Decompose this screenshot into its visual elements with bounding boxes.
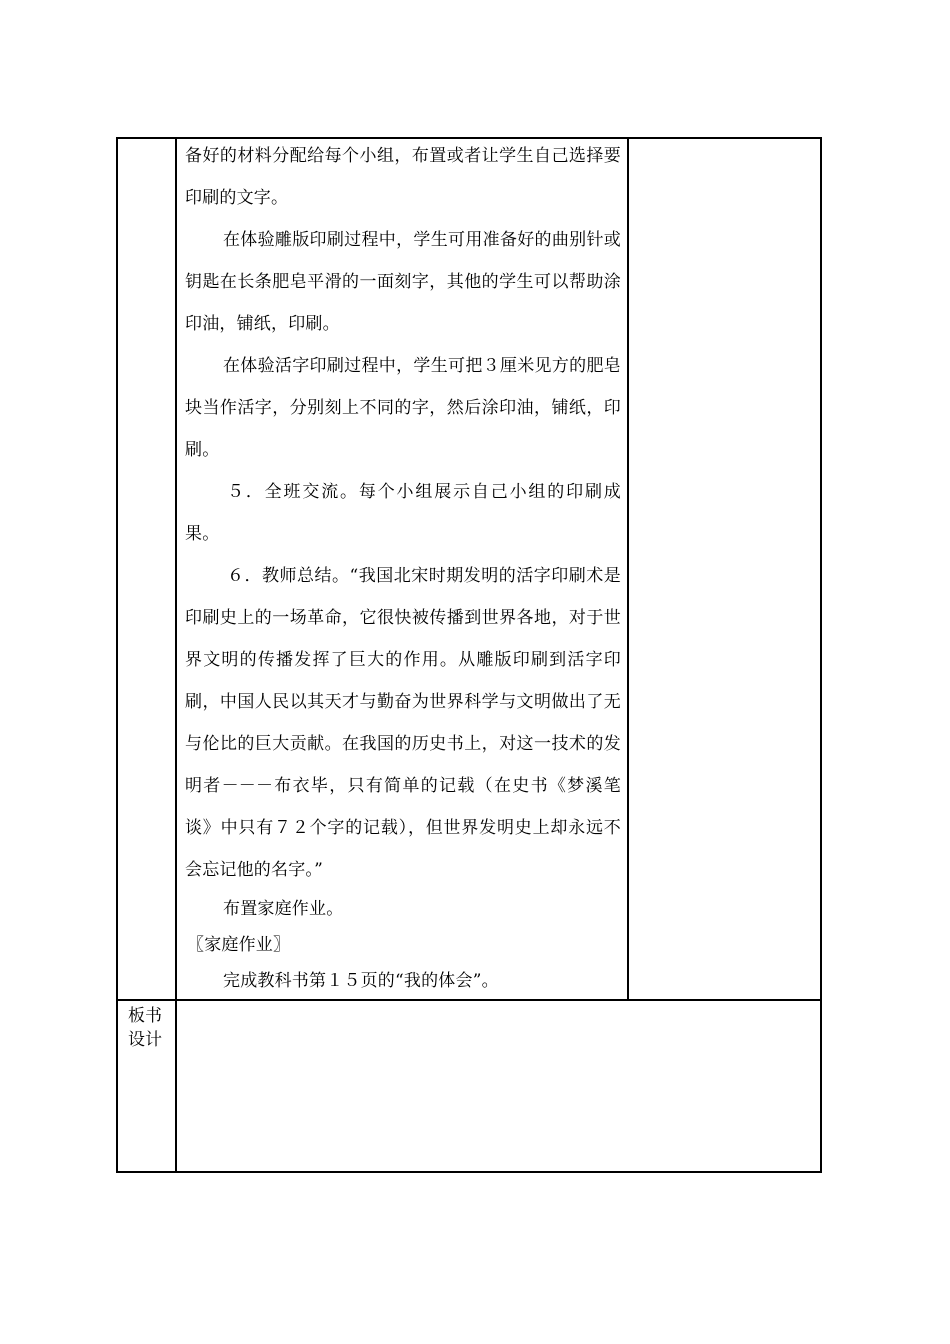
board-design-label-line1: 板书 [128, 1006, 162, 1026]
homework-heading: 〖家庭作业〗 [187, 935, 291, 955]
row-label-cell-empty [117, 138, 176, 1000]
paragraph-woodblock-printing: 在体验雕版印刷过程中，学生可用准备好的曲别针或钥匙在长条肥皂平滑的一面刻字，其他的学生可以帮助涂印油，铺纸，印刷。 [185, 230, 621, 334]
paragraph-assign-homework: 布置家庭作业。 [223, 899, 344, 919]
board-design-content-cell-empty [176, 1000, 821, 1172]
paragraph-teacher-summary: ６．教师总结。“我国北宋时期发明的活字印刷术是印刷史上的一场革命，它很快被传播到世界各地，对于世界文明的传播发挥了巨大的作用。从雕版印刷到活字印刷，中国人民以其天才与勤奋为世界科学与文明做出了无与伦比的巨大贡献。在我国的历史书上，对这一技术的发明者－－－布衣毕，只有简单的记载（在史书《梦溪笔谈》中只有７２个字的记载），但世界发明史上却永远不会忘记他的名字。” [185, 566, 621, 880]
paragraph-movable-type-printing: 在体验活字印刷过程中，学生可把３厘米见方的肥皂块当作活字，分别刻上不同的字，然后涂印油，铺纸，印刷。 [185, 356, 621, 460]
notes-cell-empty [628, 138, 821, 1000]
paragraph-class-exchange: ５．全班交流。每个小组展示自己小组的印刷成果。 [185, 482, 621, 544]
board-design-label-cell [117, 1000, 176, 1172]
board-design-row [117, 1000, 821, 1172]
lesson-content-cell [176, 138, 628, 1000]
lesson-plan-table [116, 137, 822, 1173]
board-design-label-line2: 设计 [128, 1030, 162, 1050]
paragraph-materials: 备好的材料分配给每个小组，布置或者让学生自己选择要印刷的文字。 [185, 146, 621, 208]
lesson-process-row [117, 138, 821, 1000]
homework-task: 完成教科书第１５页的“我的体会”。 [223, 971, 499, 991]
